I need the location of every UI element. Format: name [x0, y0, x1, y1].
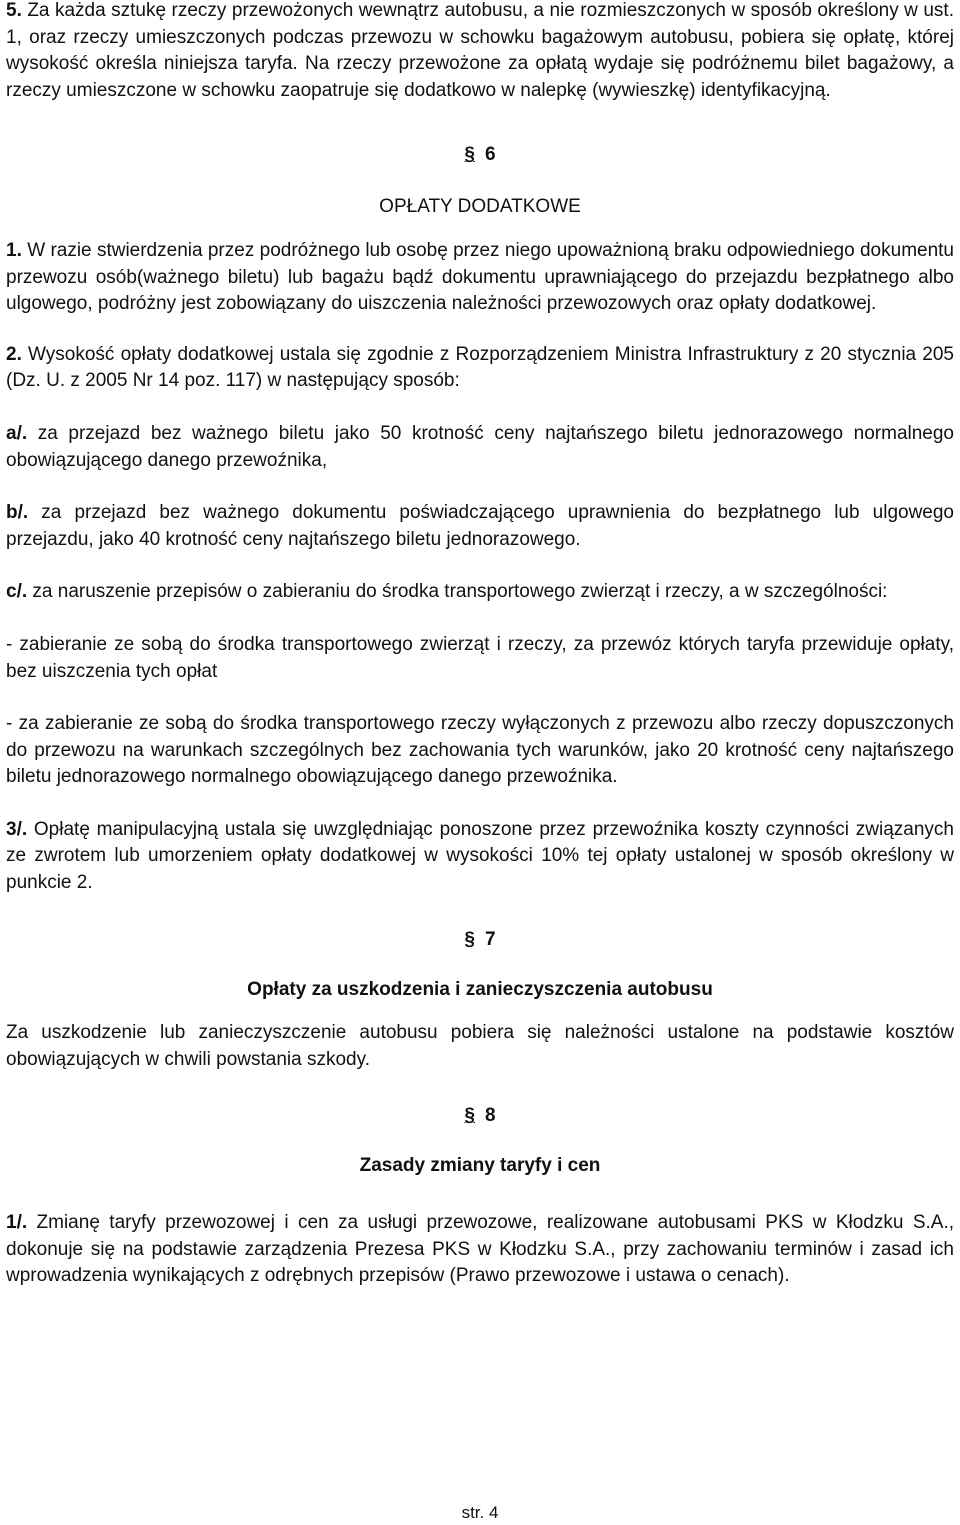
section-6-point-2 — [6, 342, 954, 395]
section-8-heading — [6, 1103, 954, 1129]
point-number: c/. — [6, 581, 28, 603]
point-number: a/. — [6, 422, 28, 444]
section-6-point-1 — [6, 238, 954, 318]
section-6-dash-2: - za zabieranie ze sobą do środka transportowego rzeczy wyłączonych z przewozu albo rzeczy dopuszczonych do przewozu na warunkach szczególnych bez zachowania tych warunków, jako 20 krotność ceny najtańszego biletu jednorazowego normalnego obowiązującego danego przewoźnika. — [6, 713, 954, 788]
point-number: 1. — [6, 239, 22, 261]
point-text: za naruszenie przepisów o zabieraniu do środka transportowego zwierząt i rzeczy, a w szczególności: — [32, 581, 888, 603]
section-number: § 6 — [464, 144, 496, 166]
section-6-dash-1: - zabieranie ze sobą do środka transportowego zwierząt i rzeczy, za przewóz których taryfa przewiduje opłaty, bez uiszczenia tych opłat — [6, 633, 954, 682]
section-sign: § — [464, 144, 475, 166]
section-6-point-3 — [6, 817, 954, 897]
section-6-heading — [6, 142, 954, 168]
point-number: 3/. — [6, 818, 28, 840]
section-7-text: Za uszkodzenie lub zanieczyszczenie autobusu pobiera się należności ustalone na podstawie kosztów obowiązujących w chwili powstania szkody. — [6, 1022, 954, 1070]
paragraph-5 — [6, 0, 954, 104]
point-text: za przejazd bez ważnego biletu jako 50 krotność ceny najtańszego biletu jednorazowego normalnego obowiązującego danego przewoźnika, — [6, 422, 955, 471]
section-8-title: Zasady zmiany taryfy i cen — [359, 1155, 601, 1177]
section-number: § 7 — [464, 928, 496, 950]
section-sign: § — [464, 928, 475, 950]
section-6-point-b — [6, 500, 954, 553]
page-number: str. 4 — [461, 1503, 499, 1522]
section-6-title: OPŁATY DODATKOWE — [379, 196, 581, 218]
section-8-point-1 — [6, 1210, 954, 1290]
point-text: W razie stwierdzenia przez podróżnego lub osobę przez niego upoważnioną braku odpowiedniego dokumentu przewozu osób(ważnego biletu) lub bagażu bądź dokumentu uprawniającego do przejazdu bezpłatnego albo ulgowego, podróżny jest zobowiązany do uiszczenia należności przewozowych oraz opłaty dodatkowej. — [6, 239, 954, 315]
point-text: Wysokość opłaty dodatkowej ustala się zgodnie z Rozporządzeniem Ministra Infrastruktury z 20 stycznia 205 (Dz. U. z 2005 Nr 14 poz. 117) w następujący sposób: — [6, 343, 954, 392]
point-text: za przejazd bez ważnego dokumentu poświadczającego uprawnienia do bezpłatnego lub ulgowego przejazdu, jako 40 krotność ceny najtańszego biletu jednorazowego. — [6, 502, 954, 550]
section-6-point-a — [6, 421, 954, 474]
section-number: § 8 — [464, 1105, 496, 1127]
point-text: Opłatę manipulacyjną ustala się uwzględniając ponoszone przez przewoźnika koszty czynności związanych ze zwrotem lub umorzeniem opłaty dodatkowej w wysokości 10% tej opłaty ustalonej w sposób określony w punkcie 2. — [6, 818, 954, 894]
point-text: Zmianę taryfy przewozowej i cen za usługi przewozowe, realizowane autobusami PKS w Kłodzku S.A., dokonuje się na podstawie zarządzenia Prezesa PKS w Kłodzku S.A., przy zachowaniu terminów i zasad ich wprowadzenia wynikających z odrębnych przepisów (Prawo przewozowe i ustawa o cenach). — [6, 1212, 954, 1287]
section-7-heading — [6, 927, 954, 953]
section-sign: § — [464, 1105, 475, 1127]
point-number: b/. — [6, 502, 29, 524]
section-7-title: Opłaty za uszkodzenia i zanieczyszczenia autobusu — [247, 978, 713, 1000]
point-number: 2. — [6, 343, 22, 365]
point-number: 1/. — [6, 1212, 28, 1234]
document-page — [6, 0, 954, 1290]
paragraph-number: 5. — [6, 0, 22, 21]
section-6-point-c — [6, 579, 954, 606]
paragraph-text: Za każda sztukę rzeczy przewożonych wewnątrz autobusu, a nie rozmieszczonych w sposób określony w ust. 1, oraz rzeczy umieszczonych podczas przewozu w schowku bagażowym autobusu, pobiera się opłatę, której wysokość określa niniejsza taryfa. Na rzeczy przewożone za opłatą wydaje się podróżnemu bilet bagażowy, a rzeczy umieszczone w schowku zaopatruje się dodatkowo w nalepkę (wywieszkę) identyfikacyjną. — [6, 0, 954, 101]
